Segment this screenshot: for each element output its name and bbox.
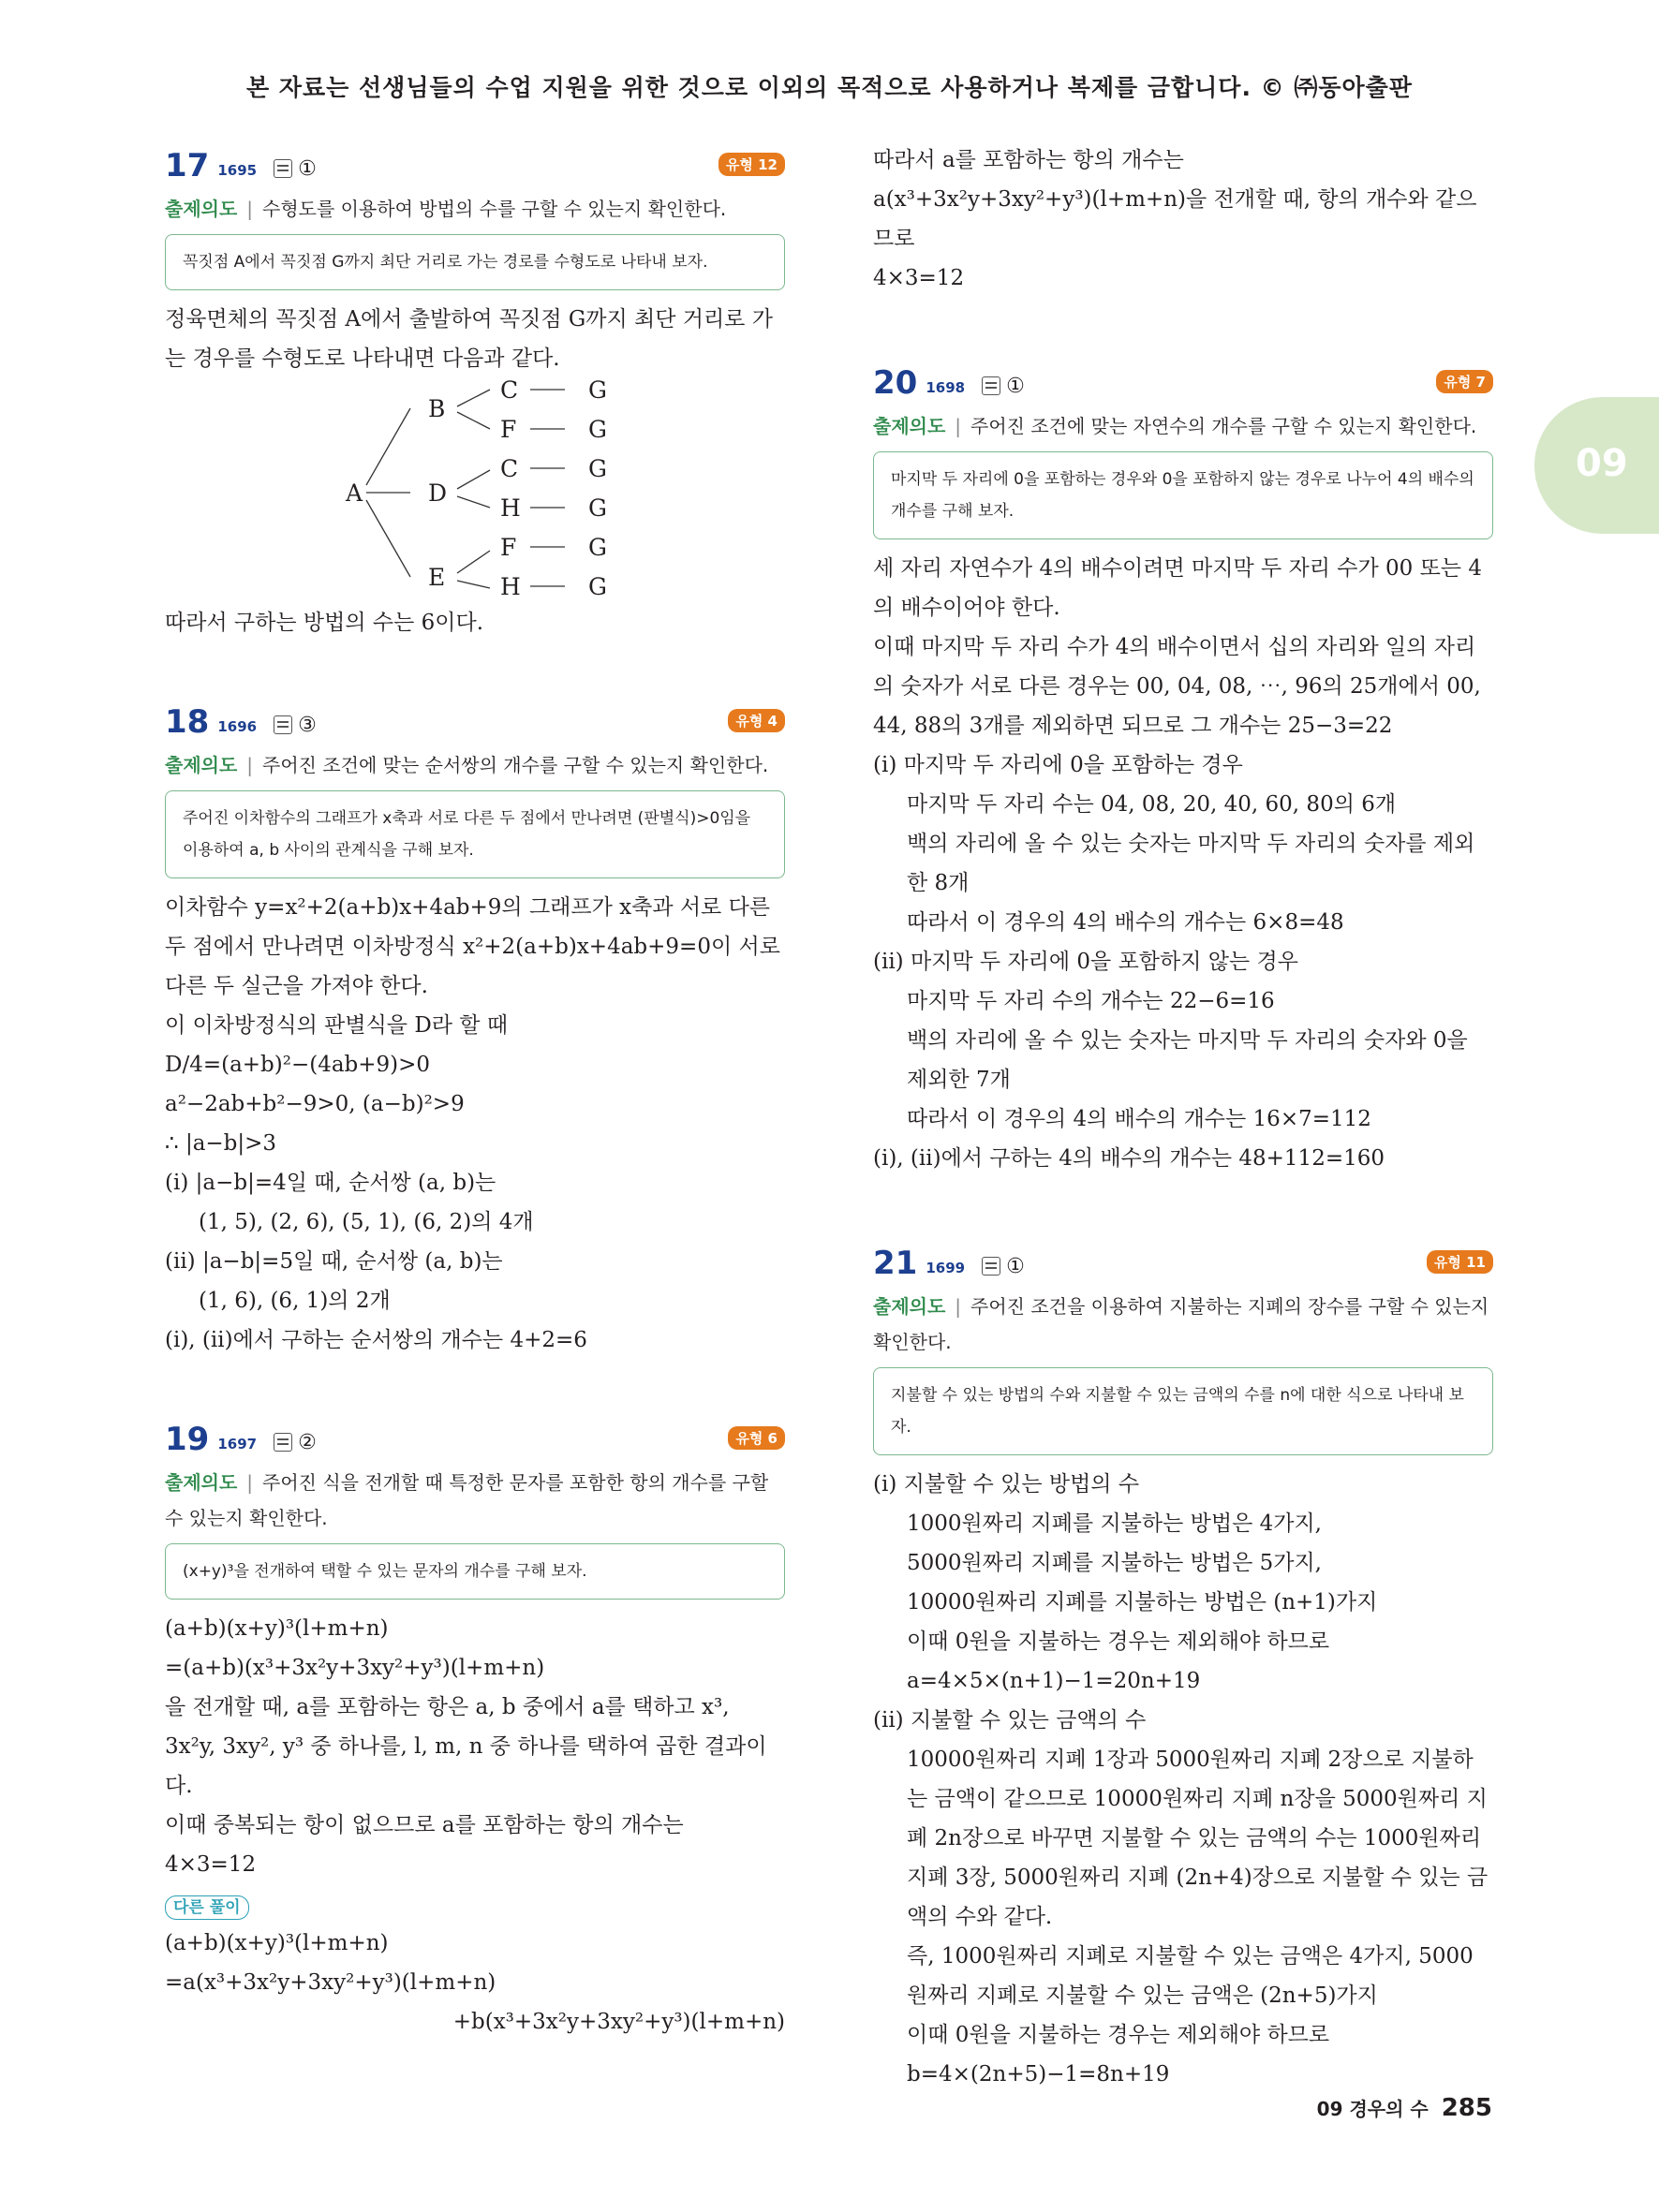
solution-line: 5000원짜리 지폐를 지불하는 방법은 5가지, [907,1551,1322,1575]
section-gap [165,1360,785,1412]
solution-body [873,1465,1493,2094]
tree-node-mid: B [428,395,446,422]
left-column [165,139,785,2042]
solution-body [165,888,785,1360]
intent-line [873,1289,1493,1360]
section-gap [873,298,1493,356]
solution-line: 을 전개할 때, a를 포함하는 항은 a, b 중에서 a를 택하고 x³, 3x²y, 3xy², y³ 중 하나를, l, m, n 중 하나를 택하여 곱한 결과이다. [165,1695,767,1798]
solution-line: D/4=(a+b)²−(4ab+9)>0 [165,1053,431,1077]
intent-text: 수형도를 이용하여 방법의 수를 구할 수 있는지 확인한다. [262,198,727,220]
intent-line [873,408,1493,444]
problem-number: 17 [165,147,210,184]
tree-node-mid: D [428,479,448,507]
footer-chapter: 09 경우의 수 [1316,2098,1429,2120]
problem-21-header [873,1236,1493,1282]
intent-label: 출제의도 [873,1295,946,1318]
problem-number: 21 [873,1245,918,1282]
solution-line: b=4×(2n+5)−1=8n+19 [907,2062,1170,2087]
solution-line: 4×3=12 [873,266,965,290]
solution-line: a²−2ab+b²−9>0, (a−b)²>9 [165,1092,465,1116]
problem-21 [873,1236,1493,2094]
answer-icon [274,715,292,734]
right-column [873,140,1493,2094]
section-gap [873,1178,1493,1236]
solution-line: (ⅰ) 지불할 수 있는 방법의 수 [873,1472,1140,1497]
solution-line: 이때 0원을 지불하는 경우는 제외해야 하므로 [907,2023,1330,2047]
solution-line: (ⅱ) 지불할 수 있는 금액의 수 [873,1708,1147,1733]
hint-box: 지불할 수 있는 방법의 수와 지불할 수 있는 금액의 수를 n에 대한 식으로 나타내 보자. [873,1367,1493,1455]
tree-node-end: G [588,573,607,600]
solution-line: (ⅰ) 마지막 두 자리에 0을 포함하는 경우 [873,753,1243,777]
answer-value: ① [1006,375,1025,398]
intent-text: 주어진 조건을 이용하여 지불하는 지폐의 장수를 구할 수 있는지 확인한다. [873,1295,1489,1353]
solution-line: 백의 자리에 올 수 있는 숫자는 마지막 두 자리의 숫자와 0을 제외한 7개 [907,1028,1468,1092]
intent-separator: | [955,1295,962,1318]
solution-line: (ⅱ) |a−b|=5일 때, 순서쌍 (a, b)는 [165,1249,503,1274]
solution-line: 이 이차방정식의 판별식을 D라 할 때 [165,1013,509,1038]
type-badge: 유형 7 [1436,370,1493,393]
problem-18 [165,695,785,1360]
copyright-notice: 본 자료는 선생님들의 수업 지원을 위한 것으로 이외의 목적으로 사용하거나 복제를 금합니다. © ㈜동아출판 [246,74,1413,101]
solution-body [165,603,785,642]
chapter-side-tab [1534,397,1659,534]
intent-text: 주어진 조건에 맞는 자연수의 개수를 구할 수 있는지 확인한다. [970,415,1477,437]
problem-code: 1696 [217,718,258,735]
tree-node-end: G [588,534,607,561]
solution-line: (ⅰ), (ⅱ)에서 구하는 순서쌍의 개수는 4+2=6 [165,1328,587,1352]
solution-line: a(x³+3x²y+3xy²+y³)(l+m+n)을 전개할 때, 항의 개수와 같으므로 [873,187,1477,251]
solution-line: (ⅰ) |a−b|=4일 때, 순서쌍 (a, b)는 [165,1171,496,1195]
problem-19-header [165,1412,785,1458]
solution-line: 이때 중복되는 항이 없으므로 a를 포함하는 항의 개수는 [165,1813,684,1837]
hint-box: 주어진 이차함수의 그래프가 x축과 서로 다른 두 점에서 만나려면 (판별식)>0임을 이용하여 a, b 사이의 관계식을 구해 보자. [165,790,785,878]
solution-line: +b(x³+3x²y+3xy²+y³)(l+m+n) [452,2010,785,2034]
chapter-tab-label: 09 [1576,442,1628,485]
alt-solution-body [165,1924,785,2042]
solution-line: 이때 0원을 지불하는 경우는 제외해야 하므로 [907,1630,1330,1654]
tree-node-leaf: H [500,573,521,600]
solution-body [165,1609,785,1884]
problem-code: 1698 [926,379,966,396]
answer-icon [274,159,292,178]
answer-value: ① [1006,1255,1025,1278]
problem-17 [165,139,785,642]
problem-code: 1699 [926,1260,966,1276]
page-footer [1317,2094,1492,2122]
solution-line: (1, 6), (6, 1)의 2개 [199,1289,391,1313]
solution-line: =a(x³+3x²y+3xy²+y³)(l+m+n) [165,1970,496,1995]
intent-text: 주어진 식을 전개할 때 특정한 문자를 포함한 항의 개수를 구할 수 있는지 확인한다. [165,1471,769,1529]
section-gap [165,642,785,695]
intent-separator: | [246,198,254,220]
type-badge: 유형 6 [728,1426,785,1450]
q19-continued [873,140,1493,298]
solution-line: (1, 5), (2, 6), (5, 1), (6, 2)의 4개 [199,1210,534,1234]
tree-node-end: G [588,378,607,404]
solution-line: a=4×5×(n+1)−1=20n+19 [907,1669,1201,1693]
tree-node-end: G [588,494,607,522]
solution-line: 10000원짜리 지폐 1장과 5000원짜리 지폐 2장으로 지불하는 금액이 같으므로 10000원짜리 지폐 n장을 5000원짜리 지폐 2n장으로 바꾸면 지불할 수 있는 금액의 수는 1000원짜리 지폐 3장, 5000원짜리 지폐 (2n+4)장으로 지불할 수 있는 금액의 수와 같다. [907,1747,1489,1929]
solution-body [873,549,1493,1178]
problem-17-header [165,139,785,182]
solution-line: 세 자리 자연수가 4의 배수이려면 마지막 두 자리 수가 00 또는 4의 배수이어야 한다. [873,556,1482,620]
solution-line: 4×3=12 [165,1852,257,1877]
tree-node-mid: E [428,564,446,591]
type-badge: 유형 4 [728,709,785,732]
problem-code: 1697 [217,1436,258,1453]
tree-node-leaf: C [500,455,519,482]
hint-box: 마지막 두 자리에 0을 포함하는 경우와 0을 포함하지 않는 경우로 나누어 4의 배수의 개수를 구해 보자. [873,451,1493,539]
intent-separator: | [246,754,254,776]
intent-text: 주어진 조건에 맞는 순서쌍의 개수를 구할 수 있는지 확인한다. [262,754,769,776]
solution-line: (ⅱ) 마지막 두 자리에 0을 포함하지 않는 경우 [873,950,1298,974]
problem-code: 1695 [217,162,258,179]
solution-line: 1000원짜리 지폐를 지불하는 방법은 4가지, [907,1512,1322,1536]
problem-20 [873,356,1493,1178]
answer-icon [982,376,1000,395]
hint-box: 꼭짓점 A에서 꼭짓점 G까지 최단 거리로 가는 경로를 수형도로 나타내 보자. [165,234,785,290]
solution-line: =(a+b)(x³+3x²y+3xy²+y³)(l+m+n) [165,1656,545,1680]
problem-18-header [165,695,785,741]
solution-line: 이때 마지막 두 자리 수가 4의 배수이면서 십의 자리와 일의 자리의 숫자가 서로 다른 경우는 00, 04, 08, ⋯, 96의 25개에서 00, 44, 88의 3개를 제외하면 되므로 그 개수는 25−3=22 [873,635,1481,738]
solution-line: 백의 자리에 올 수 있는 숫자는 마지막 두 자리의 숫자를 제외한 8개 [907,832,1475,895]
tree-diagram-svg [165,378,785,603]
solution-line: 따라서 이 경우의 4의 배수의 개수는 16×7=112 [907,1107,1371,1131]
intent-label: 출제의도 [165,198,238,220]
type-badge: 유형 11 [1427,1250,1493,1274]
tree-node-end: G [588,455,607,482]
page-number: 285 [1441,2094,1492,2122]
intent-line [165,1465,785,1536]
solution-line: 즉, 1000원짜리 지폐로 지불할 수 있는 금액은 4가지, 5000원짜리 지폐로 지불할 수 있는 금액은 (2n+5)가지 [907,1944,1474,2008]
solution-line: (ⅰ), (ⅱ)에서 구하는 4의 배수의 개수는 48+112=160 [873,1146,1385,1171]
solution-line: 마지막 두 자리 수의 개수는 22−6=16 [907,989,1275,1013]
solution-text: 따라서 구하는 방법의 수는 6이다. [165,611,484,635]
tree-node-leaf: F [500,416,517,443]
answer-icon [982,1257,1000,1276]
solution-line: 마지막 두 자리 수는 04, 08, 20, 40, 60, 80의 6개 [907,792,1397,817]
problem-number: 20 [873,364,918,402]
intent-line [165,191,785,227]
intent-label: 출제의도 [165,754,238,776]
solution-line: 10000원짜리 지폐를 지불하는 방법은 (n+1)가지 [907,1590,1378,1615]
hint-box: (x+y)³을 전개하여 택할 수 있는 문자의 개수를 구해 보자. [165,1543,785,1600]
intent-label: 출제의도 [165,1471,238,1494]
solution-line: ∴ |a−b|>3 [165,1131,277,1156]
tree-node-leaf: C [500,378,519,404]
problem-20-header [873,356,1493,402]
solution-line: (a+b)(x+y)³(l+m+n) [165,1931,389,1955]
type-badge: 유형 12 [718,153,785,176]
intent-line [165,747,785,783]
answer-value: ① [298,157,317,181]
tree-node-leaf: F [500,534,517,561]
solution-line: 따라서 a를 포함하는 항의 개수는 [873,148,1184,172]
solution-text: 정육면체의 꼭짓점 A에서 출발하여 꼭짓점 G까지 최단 거리로 가는 경우를 수형도로 나타내면 다음과 같다. [165,307,773,371]
answer-value: ③ [298,714,317,737]
alt-solution-tag: 다른 풀이 [165,1895,249,1920]
intent-separator: | [246,1471,254,1494]
solution-line: (a+b)(x+y)³(l+m+n) [165,1616,389,1641]
solution-body [165,300,785,378]
solution-line: 이차함수 y=x²+2(a+b)x+4ab+9의 그래프가 x축과 서로 다른 두 점에서 만나려면 이차방정식 x²+2(a+b)x+4ab+9=0이 서로 다른 두 실근을 가져야 한다. [165,895,780,998]
tree-node-end: G [588,416,607,443]
problem-number: 18 [165,703,210,741]
intent-separator: | [955,415,962,437]
answer-icon [274,1433,292,1452]
tree-node-leaf: H [500,494,521,522]
answer-value: ② [298,1431,317,1454]
intent-label: 출제의도 [873,415,946,437]
problem-number: 19 [165,1421,210,1458]
tree-node-root: A [346,479,363,507]
tree-diagram [165,378,785,603]
problem-19 [165,1412,785,2042]
solution-line: 따라서 이 경우의 4의 배수의 개수는 6×8=48 [907,910,1344,935]
